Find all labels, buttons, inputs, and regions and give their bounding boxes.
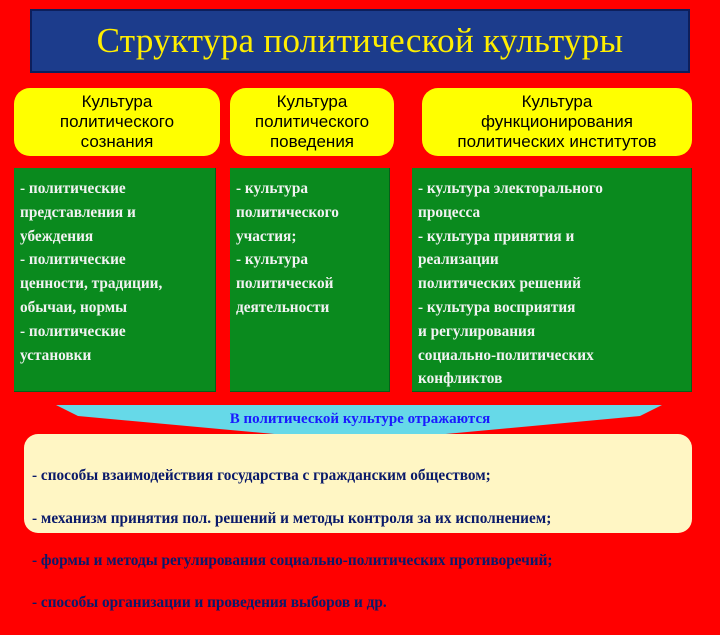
- column-institutions: - культура электорального процесса - культура принятия и реализации политических решений - культура восприятия и регулирования социально-политических конфликтов: [412, 168, 692, 392]
- header-label: Культура функционирования политических институтов: [457, 91, 657, 152]
- column-behavior: - культура политического участия; - культура политической деятельности: [230, 168, 390, 392]
- header-label: Культура политического сознания: [59, 91, 175, 152]
- list-item: - способы организации и проведения выборов и др.: [32, 594, 387, 612]
- list-item: - способы взаимодействия государства с гражданским обществом;: [32, 467, 491, 485]
- page-title: Структура политической культуры: [96, 21, 624, 60]
- bottom-list: [24, 434, 692, 612]
- arrow-label: В политической культуре отражаются: [229, 411, 491, 427]
- header-label: Культура политического поведения: [254, 91, 370, 152]
- column-consciousness: - политические представления и убеждения - политические ценности, традиции, обычаи, нормы - политические установки: [14, 168, 216, 392]
- list-item: - формы и методы регулирования социально-политических противоречий;: [32, 552, 553, 570]
- list-item: - механизм принятия пол. решений и методы контроля за их исполнением;: [32, 509, 552, 527]
